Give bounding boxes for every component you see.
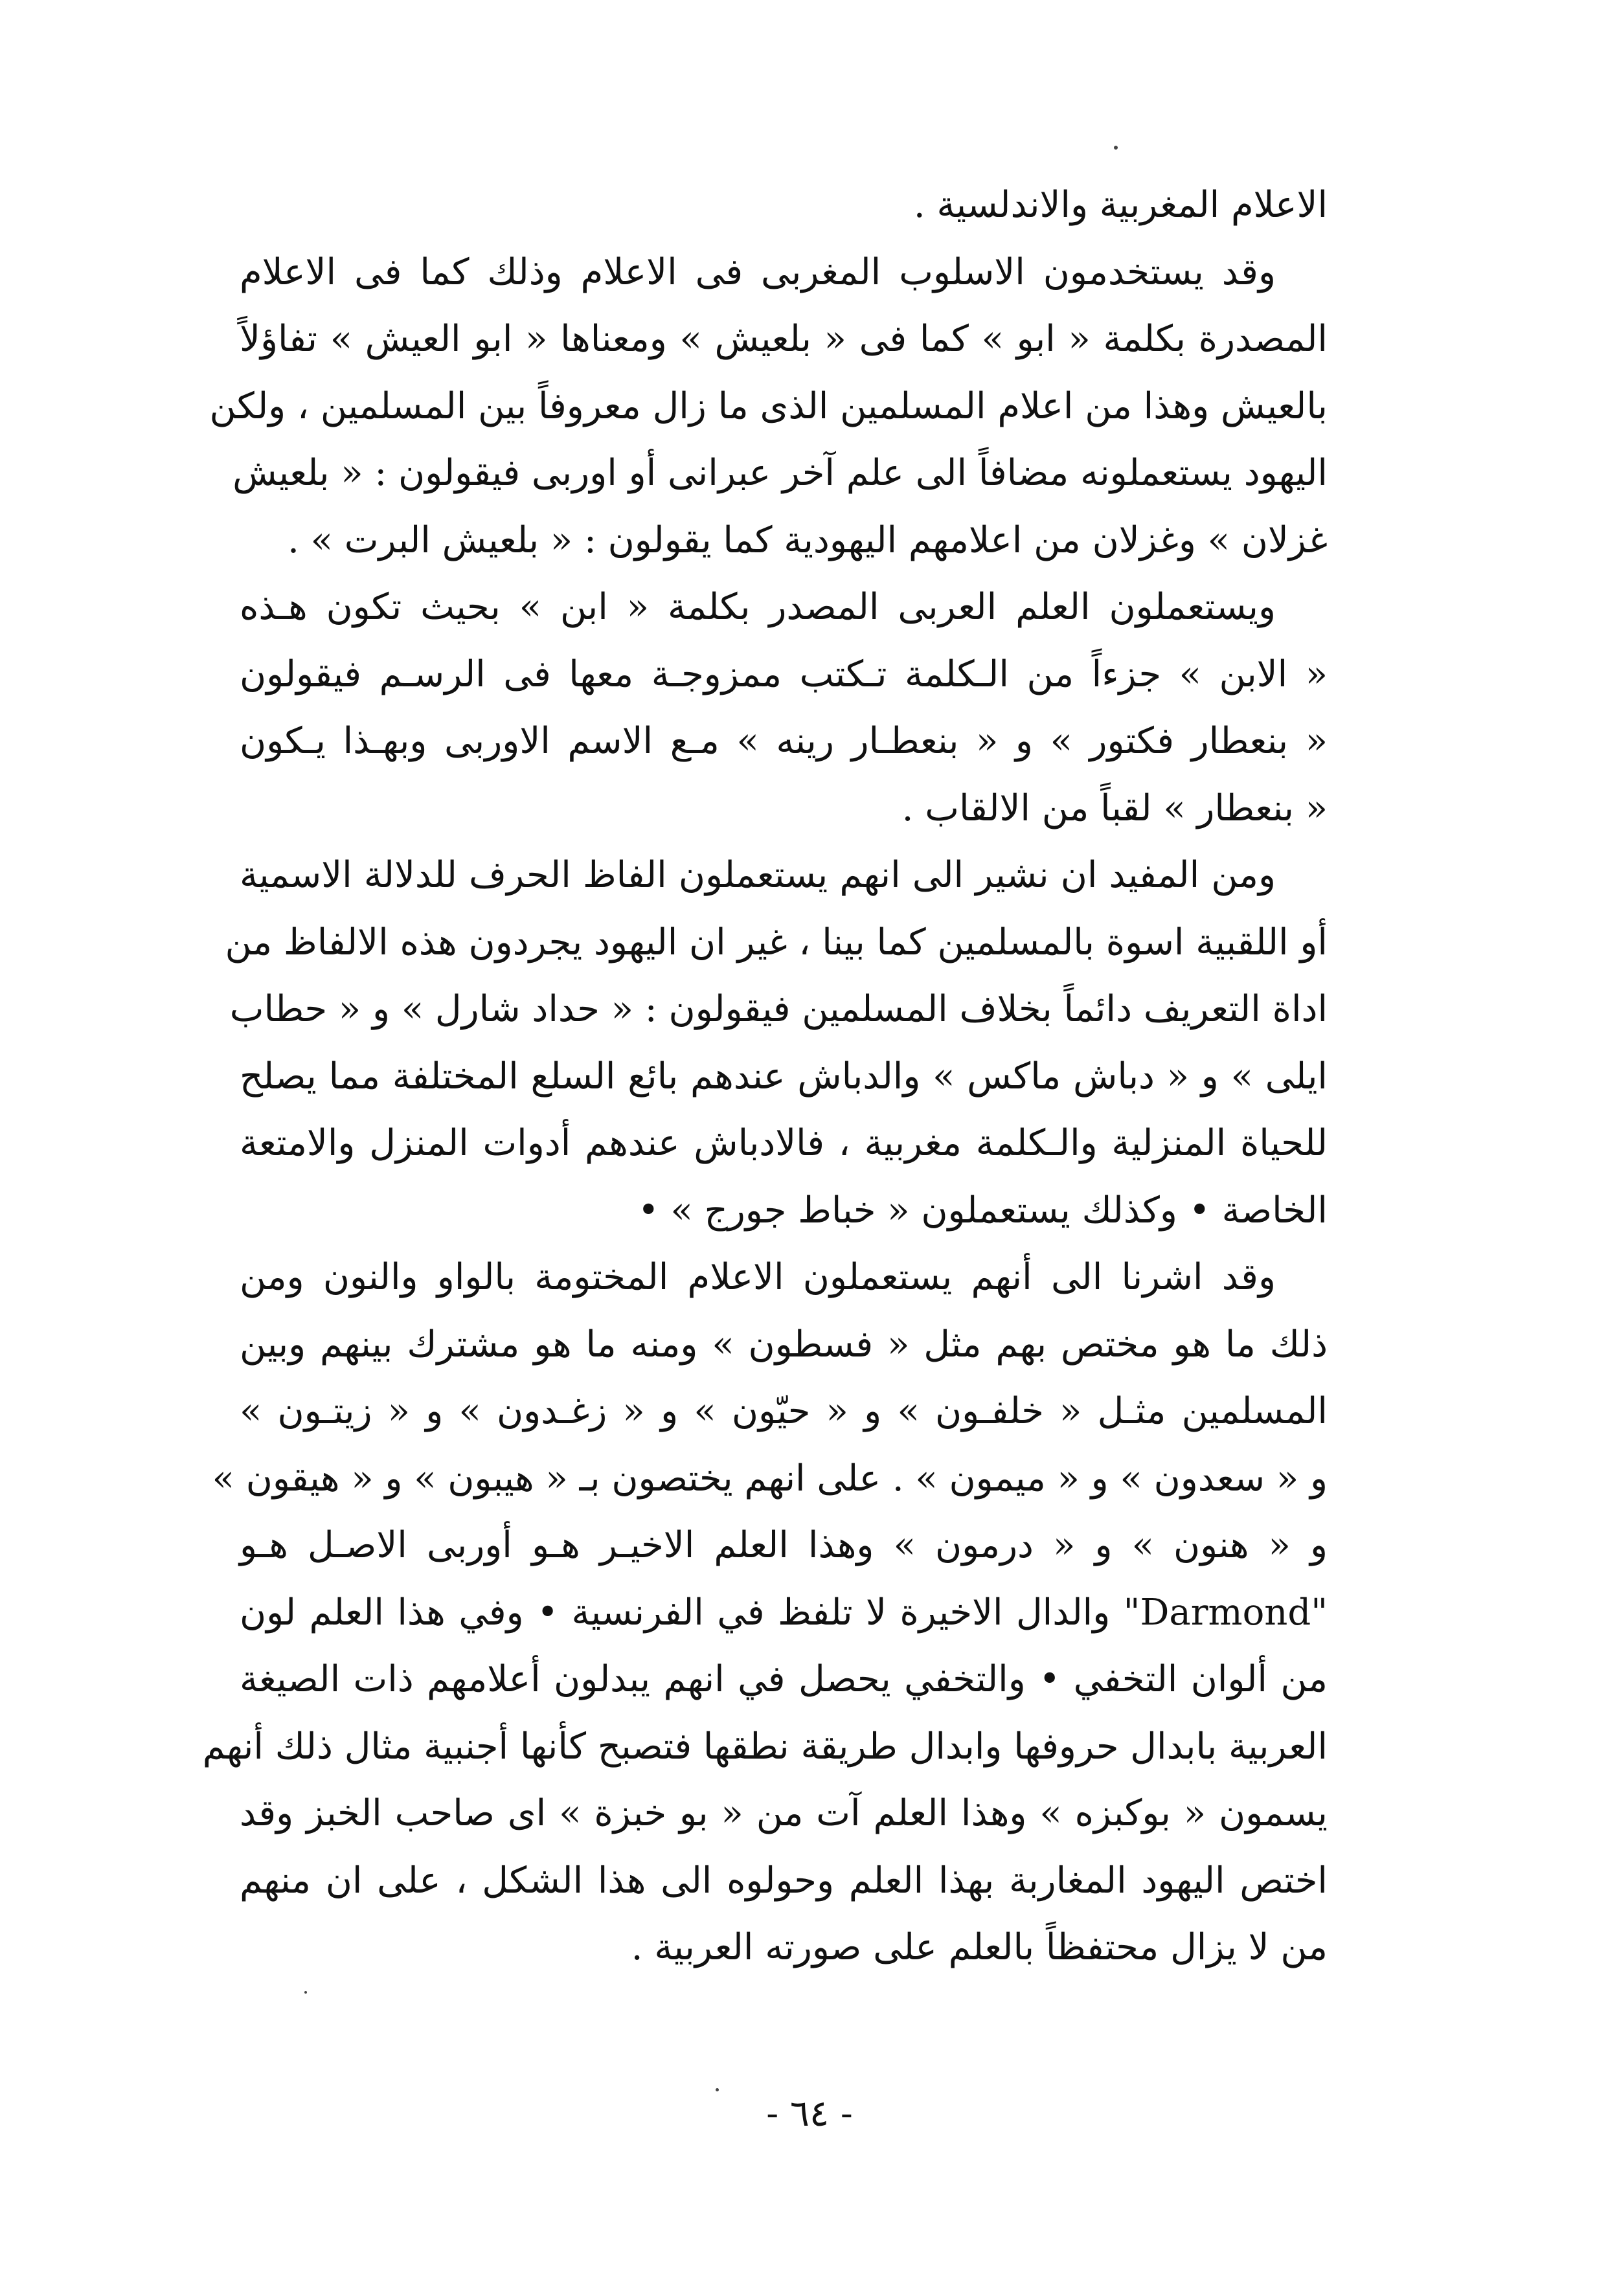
text-line: المسلمين مثـل « خلفـون » و « حيّون » و « زغـدون » و « زيتـون » — [240, 1390, 1328, 1432]
text-line: اداة التعريف دائماً بخلاف المسلمين فيقولون : « حداد شارل » و « حطاب — [229, 988, 1328, 1030]
text-line: و « هنون » و « درمون » وهذا العلم الاخيـر هـو أوربى الاصـل هـو — [240, 1524, 1328, 1566]
text-line: « بنعطار فكتور » و « بنعطـار رينه » مـع الاسم الاوربى وبهـذا يـكون — [240, 720, 1328, 762]
text-line: بالعيش وهذا من اعلام المسلمين الذى ما زال معروفاً بين المسلمين ، ولكن — [209, 385, 1328, 427]
paragraph-start-line: وقد يستخدمون الاسلوب المغربى فى الاعلام وذلك كما فى الاعلام — [240, 251, 1276, 293]
text-line: للحياة المنزلية والـكلمة مغربية ، فالادباش عندهم أدوات المنزل والامتعة — [240, 1122, 1328, 1164]
text-line: الخاصة • وكذلك يستعملون « خباط جورج » • — [637, 1189, 1328, 1232]
text-line: ايلى » و « دباش ماكس » والدباش عندهم بائع السلع المختلفة مما يصلح — [240, 1055, 1328, 1097]
text-line: اختص اليهود المغاربة بهذا العلم وحولوه الى هذا الشكل ، على ان منهم — [240, 1859, 1328, 1902]
paragraph-start-line: ويستعملون العلم العربى المصدر بكلمة « ابن » بحيث تكون هـذه — [240, 586, 1276, 628]
scan-speck — [716, 2088, 719, 2091]
text-line: من ألوان التخفي • والتخفي يحصل في انهم يبدلون أعلامهم ذات الصيغة — [240, 1658, 1328, 1700]
paragraph-start-line: ومن المفيد ان نشير الى انهم يستعملون الفاظ الحرف للدلالة الاسمية — [240, 854, 1276, 896]
text-line: « الابن » جزءاً من الـكلمة تـكتب ممزوجـة معها فى الرسـم فيقولون — [240, 653, 1328, 695]
text-line: غزلان » وغزلان من اعلامهم اليهودية كما يقولون : « بلعيش البرت » . — [288, 519, 1328, 561]
text-line: يسمون « بوكبزه » وهذا العلم آت من « بو خبزة » اى صاحب الخبز وقد — [240, 1792, 1328, 1834]
text-line: « بنعطار » لقباً من الالقاب . — [901, 787, 1328, 829]
text-line: أو اللقبية اسوة بالمسلمين كما بينا ، غير ان اليهود يجردون هذه الالفاظ من — [225, 921, 1328, 963]
text-line: "Darmond" والدال الاخيرة لا تلفظ في الفرنسية • وفي هذا العلم لون — [240, 1591, 1328, 1634]
scan-speck — [304, 1991, 307, 1994]
text-line: العربية بابدال حروفها وابدال طريقة نطقها فتصبح كأنها أجنبية مثال ذلك أنهم — [202, 1725, 1328, 1768]
text-line: من لا يزال محتفظاً بالعلم على صورته العربية . — [631, 1926, 1328, 1968]
body-text — [202, 172, 1328, 1981]
text-line: المصدرة بكلمة « ابو » كما فى « بلعيش » ومعناها « ابو العيش » تفاؤلاً — [240, 318, 1328, 360]
text-line: و « سعدون » و « ميمون » . على انهم يختصون بـ « هيبون » و « هيقون » — [212, 1457, 1328, 1500]
text-line: الاعلام المغربية والاندلسية . — [913, 184, 1328, 226]
text-line: اليهود يستعملونه مضافاً الى علم آخر عبرانى أو اوربى فيقولون : « بلعيش — [232, 452, 1328, 494]
page-number: - ٦٤ - — [766, 2093, 853, 2135]
scan-speck — [1114, 146, 1118, 150]
paragraph-start-line: وقد اشرنا الى أنهم يستعملون الاعلام المختومة بالواو والنون ومن — [240, 1256, 1276, 1298]
text-line: ذلك ما هو مختص بهم مثل « فسطون » ومنه ما هو مشترك بينهم وبين — [240, 1323, 1328, 1366]
